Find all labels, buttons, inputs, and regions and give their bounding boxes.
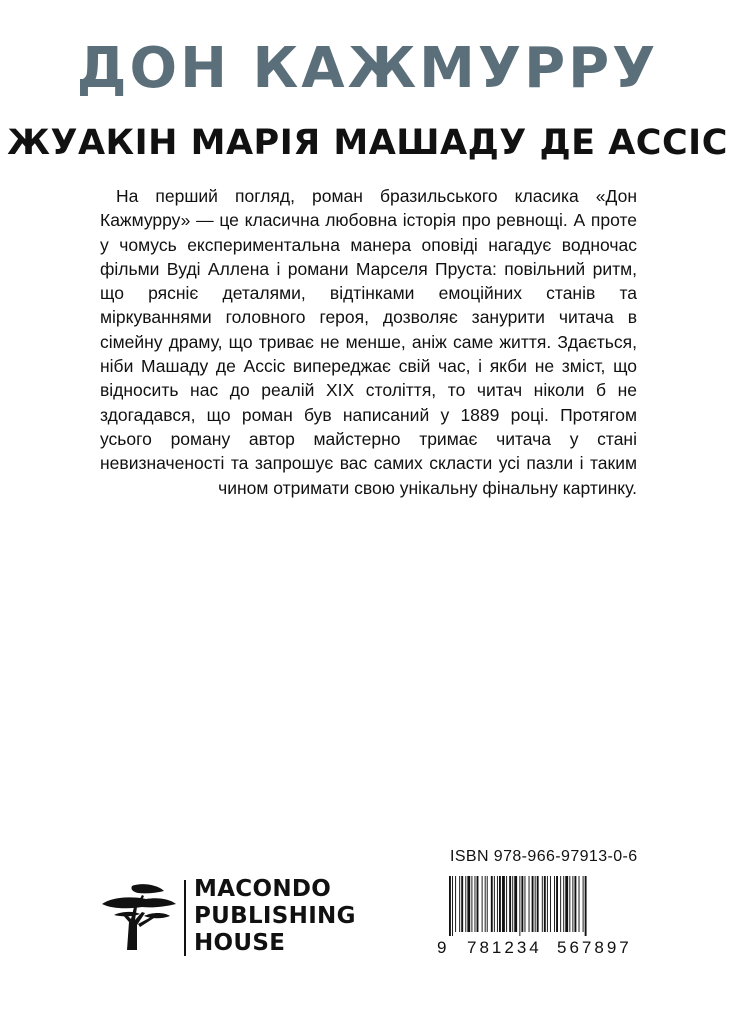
barcode-bar (574, 876, 576, 932)
barcode-bar (467, 876, 470, 932)
barcode-bar (535, 876, 536, 932)
barcode-bar (532, 876, 534, 932)
barcode-bar (452, 876, 453, 936)
barcode-bar (471, 876, 472, 932)
barcode-bar (563, 876, 564, 932)
barcode-bar (506, 876, 507, 932)
barcode-bar (449, 876, 451, 936)
barcode-bar (544, 876, 546, 932)
barcode-bar (491, 876, 493, 932)
barcode-bar (461, 876, 463, 932)
barcode-bar (514, 876, 517, 932)
barcode-bar (583, 876, 584, 932)
barcode-digits-left: 781234 (467, 938, 542, 957)
barcode-bar (502, 876, 505, 932)
barcode-bar (499, 876, 501, 932)
logo-divider (184, 880, 186, 956)
barcode-bar (477, 876, 479, 932)
barcode-bar (509, 876, 511, 932)
barcode-digit-first: 9 (437, 938, 447, 957)
barcode-bar (497, 876, 498, 932)
publisher-logo-text (194, 876, 356, 957)
book-title: ДОН КАЖМУРРУ (76, 36, 659, 101)
blurb-text: На перший погляд, роман бразильського класика «Дон Кажмурру» — це класична любовна історія про ревнощі. А проте у чомусь експериментальна манера оповіді нагадує водночас фільми Вуді Аллена і романи Марселя Пруста: повільний ритм, що рясніє деталями, відтінками емоційних станів та міркуваннями головного героя, дозволяє занурити читача в сімейну драму, що триває не менше, аніж саме життя. Здається, ніби Машаду де Ассіс випереджає свій час, і якби не зміст, що відносить нас до реалій XIX століття, то читач ніколи б не здогадався, що роман був написаний у 1889 році. Протягом усього роману автор майстерно тримає читача у стані невизначеності та запрошує вас самих скласти усі пазли і таким чином отримати свою унікальну фінальну картинку. (100, 186, 637, 498)
barcode-bar (569, 876, 570, 932)
publisher-line-2: PUBLISHING (194, 903, 356, 929)
barcode-bar (565, 876, 568, 932)
barcode-bar (512, 876, 513, 932)
barcode-bar (494, 876, 495, 932)
barcode-bar (585, 876, 587, 936)
barcode-bar (455, 876, 456, 932)
barcode-bar (459, 876, 460, 932)
book-author: ЖУАКІН МАРІЯ МАШАДУ ДЕ АССІС (7, 123, 728, 163)
barcode-bar (572, 876, 573, 932)
barcode-bar (482, 876, 483, 932)
isbn-label: ISBN 978-966-97913-0-6 (450, 848, 638, 865)
barcode-bar (579, 876, 580, 932)
barcode-bar (560, 876, 561, 932)
barcode-bar (519, 876, 520, 936)
barcode (449, 876, 635, 936)
publisher-line-1: MACONDO (194, 876, 332, 902)
barcode-digits-right: 567897 (557, 938, 632, 957)
barcode-bar (547, 876, 548, 932)
barcode-bar (485, 876, 486, 932)
barcode-bar (487, 876, 488, 932)
barcode-bar (521, 876, 523, 932)
barcode-bar (529, 876, 530, 932)
barcode-bar (542, 876, 543, 932)
blurb-paragraph (100, 184, 637, 500)
tree-icon (98, 882, 178, 952)
barcode-bar (554, 876, 555, 932)
publisher-line-3: HOUSE (194, 930, 286, 956)
barcode-bar (537, 876, 539, 932)
barcode-bar (550, 876, 551, 932)
barcode-bar (475, 876, 476, 932)
barcode-bar (556, 876, 558, 932)
barcode-bar (524, 876, 525, 932)
barcode-bar (465, 876, 466, 932)
